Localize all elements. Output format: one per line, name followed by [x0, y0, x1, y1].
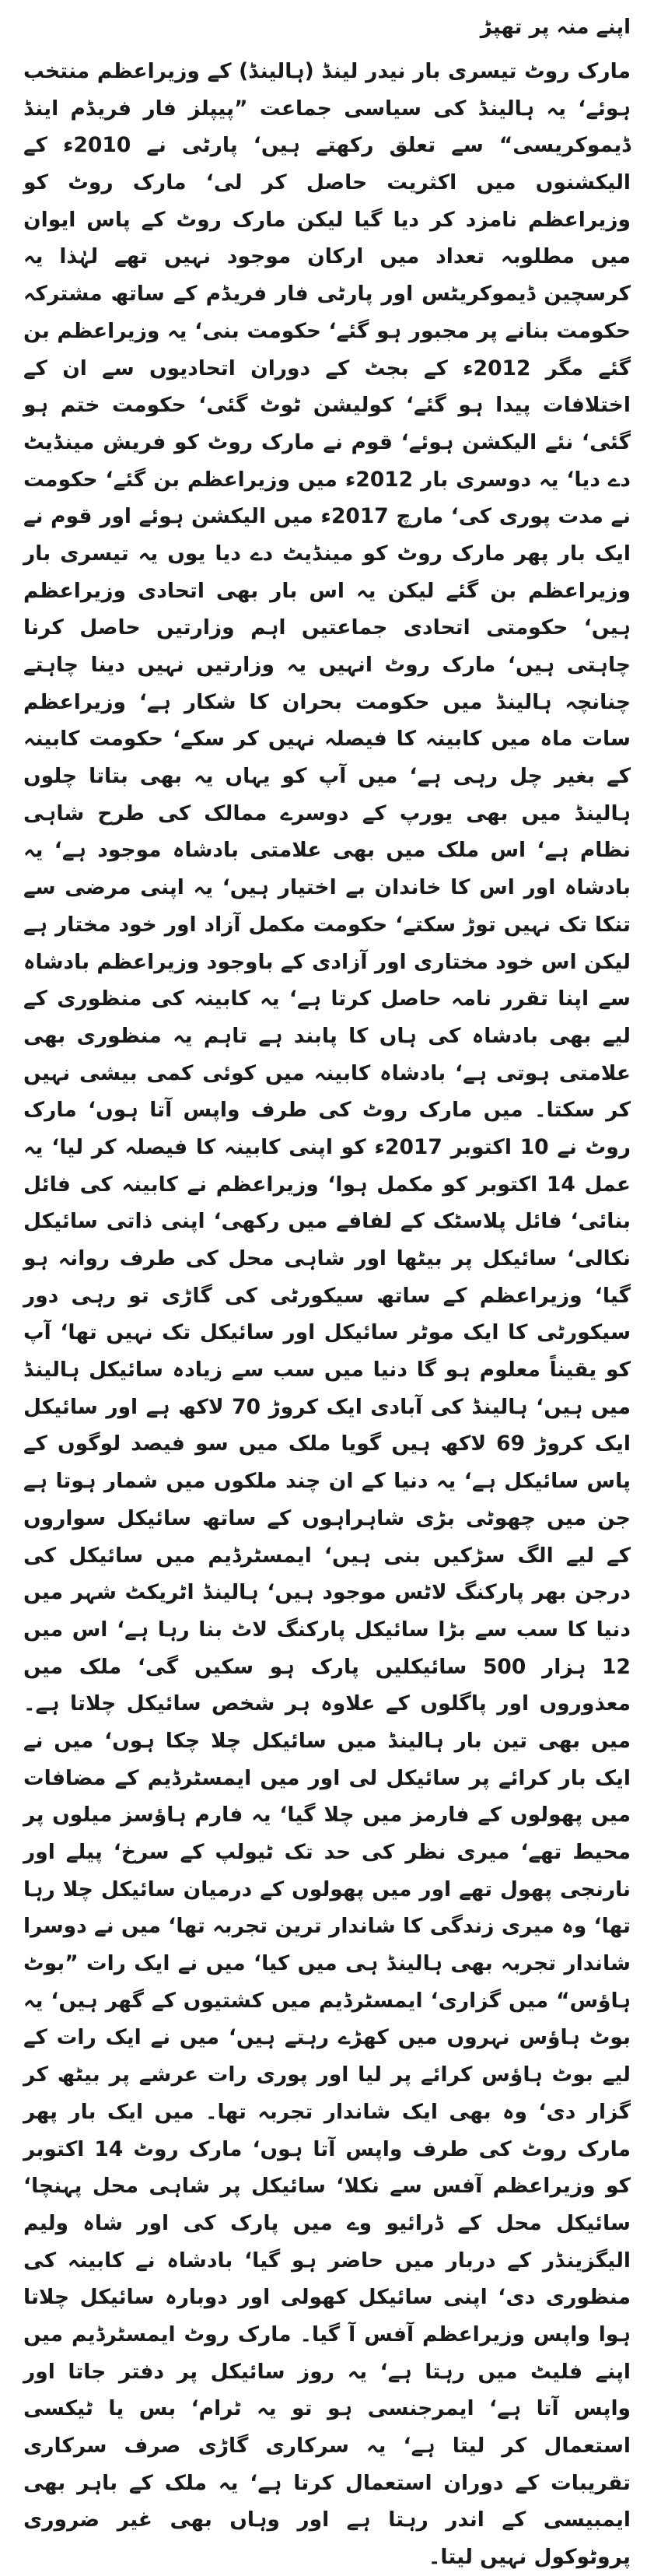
article-paragraph: مارک روٹ تیسری بار نیدر لینڈ (ہالینڈ) کے وزیراعظم منتخب ہوئے‘ یہ ہالینڈ کی سیاسی جماعت ”پیپلز فار فریڈم اینڈ ڈیموکریسی“ سے تعلق رکھتے ہیں‘ پارٹی نے 2010ء کے الیکشنوں میں اکثریت حاصل کر لی‘ مارک روٹ کو وزیراعظم نامزد کر دیا گیا لیکن مارک روٹ کے پاس ایوان میں مطلوبہ تعداد میں ارکان موجود نہیں تھے لہٰذا یہ کرسچین ڈیموکریٹس اور پارٹی فار فریڈم کے ساتھ مشترکہ حکومت بنانے پر مجبور ہو گئے‘ حکومت بنی‘ یہ وزیراعظم بن گئے مگر 2012ء کے بجٹ کے دوران اتحادیوں سے ان کے اختلافات پیدا ہو گئے‘ کولیشن ٹوٹ گئی‘ حکومت ختم ہو گئی‘ نئے الیکشن ہوئے‘ قوم نے مارک روٹ کو فریش مینڈیٹ دے دیا‘ یہ دوسری بار 2012ء میں وزیراعظم بن گئے‘ حکومت نے مدت پوری کی‘ مارچ 2017ء میں الیکشن ہوئے اور قوم نے ایک بار پھر مارک روٹ کو مینڈیٹ دے دیا یوں یہ تیسری بار وزیراعظم بن گئے لیکن یہ اس بار بھی اتحادی وزیراعظم ہیں‘ حکومتی اتحادی جماعتیں اہم وزارتیں حاصل کرنا چاہتی ہیں‘ مارک روٹ انہیں یہ وزارتیں نہیں دینا چاہتے چنانچہ ہالینڈ میں حکومت بحران کا شکار ہے‘ وزیراعظم سات ماہ میں کابینہ کا فیصلہ نہیں کر سکے‘ حکومت کابینہ کے بغیر چل رہی ہے‘ میں آپ کو یہاں یہ بھی بتاتا چلوں ہالینڈ میں بھی یورپ کے دوسرے ممالک کی طرح شاہی نظام ہے‘ اس ملک میں بھی علامتی بادشاہ موجود ہے‘ یہ بادشاہ اور اس کا خاندان بے اختیار ہیں‘ یہ اپنی مرضی سے تنکا تک نہیں توڑ سکتے‘ حکومت مکمل آزاد اور خود مختار ہے لیکن اس خود مختاری اور آزادی کے باوجود وزیراعظم بادشاہ سے اپنا تقرر نامہ حاصل کرتا ہے‘ یہ کابینہ کی منظوری کے لیے بھی بادشاہ کی ہاں کا پابند ہے تاہم یہ منظوری بھی علامتی ہوتی ہے‘ بادشاہ کابینہ میں کوئی کمی بیشی نہیں کر سکتا۔ میں مارک روٹ کی طرف واپس آتا ہوں‘ مارک روٹ نے 10 اکتوبر 2017ء کو اپنی کابینہ کا فیصلہ کر لیا‘ یہ عمل 14 اکتوبر کو مکمل ہوا‘ وزیراعظم نے کابینہ کی فائل بنائی‘ فائل پلاسٹک کے لفافے میں رکھی‘ اپنی ذاتی سائیکل نکالی‘ سائیکل پر بیٹھا اور شاہی محل کی طرف روانہ ہو گیا‘ وزیراعظم کے ساتھ سیکورٹی کی گاڑی تو رہی دور سیکورٹی کا ایک موٹر سائیکل اور سائیکل تک نہیں تھا‘ آپ کو یقیناً معلوم ہو گا دنیا میں سب سے زیادہ سائیکل ہالینڈ میں ہیں‘ ہالینڈ کی آبادی ایک کروڑ 70 لاکھ ہے اور سائیکل ایک کروڑ 69 لاکھ ہیں گویا ملک میں سو فیصد لوگوں کے پاس سائیکل ہے‘ یہ دنیا کے ان چند ملکوں میں شمار ہوتا ہے جن میں چھوٹی بڑی شاہراہوں کے ساتھ سائیکل سواروں کے لیے الگ سڑکیں بنی ہیں‘ ایمسٹرڈیم میں سائیکل کی درجن بھر پارکنگ لاٹس موجود ہیں‘ ہالینڈ اٹریکٹ شہر میں دنیا کا سب سے بڑا سائیکل پارکنگ لاٹ بنا رہا ہے‘ اس میں 12 ہزار 500 سائیکلیں پارک ہو سکیں گی‘ ملک میں معذوروں اور پاگلوں کے علاوہ ہر شخص سائیکل چلاتا ہے۔ میں بھی تین بار ہالینڈ میں سائیکل چلا چکا ہوں‘ میں نے ایک بار کرائے پر سائیکل لی اور میں ایمسٹرڈیم کے مضافات میں پھولوں کے فارمز میں چلا گیا‘ یہ فارم ہاؤسز میلوں پر محیط تھے‘ میری نظر کی حد تک ٹیولپ کے سرخ‘ پیلے اور نارنجی پھول تھے اور میں پھولوں کے درمیان سائیکل چلا رہا تھا‘ وہ میری زندگی کا شاندار ترین تجربہ تھا‘ میں نے دوسرا شاندار تجربہ بھی ہالینڈ ہی میں کیا‘ میں نے ایک رات ”بوٹ ہاؤس“ میں گزاری‘ ایمسٹرڈیم میں کشتیوں کے گھر ہیں‘ یہ بوٹ ہاؤس نہروں میں کھڑے رہتے ہیں‘ میں نے ایک رات کے لیے بوٹ ہاؤس کرائے پر لیا اور پوری رات عرشے پر بیٹھ کر گزار دی‘ وہ بھی ایک شاندار تجربہ تھا۔ میں ایک بار پھر مارک روٹ کی طرف واپس آتا ہوں‘ مارک روٹ 14 اکتوبر کو وزیراعظم آفس سے نکلا‘ سائیکل پر شاہی محل پہنچا‘ سائیکل محل کے ڈرائیو وے میں پارک کی اور شاہ ولیم الیگزینڈر کے دربار میں حاضر ہو گیا‘ بادشاہ نے کابینہ کی منظوری دی‘ اپنی سائیکل کھولی اور دوبارہ سائیکل چلاتا ہوا واپس وزیراعظم آفس آ گیا۔ مارک روٹ ایمسٹرڈیم میں اپنے فلیٹ میں رہتا ہے‘ یہ روز سائیکل پر دفتر جاتا اور واپس آتا ہے‘ ایمرجنسی ہو تو یہ ٹرام‘ بس یا ٹیکسی استعمال کر لیتا ہے‘ یہ سرکاری گاڑی صرف سرکاری تقریبات کے دوران استعمال کرتا ہے‘ یہ ملک کے باہر بھی ایمبیسی کے اندر رہتا ہے اور وہاں بھی غیر ضروری پروٹوکول نہیں لیتا۔ [23, 59, 631, 2570]
article-heading: اپنے منہ پر تھپڑ [480, 16, 631, 39]
